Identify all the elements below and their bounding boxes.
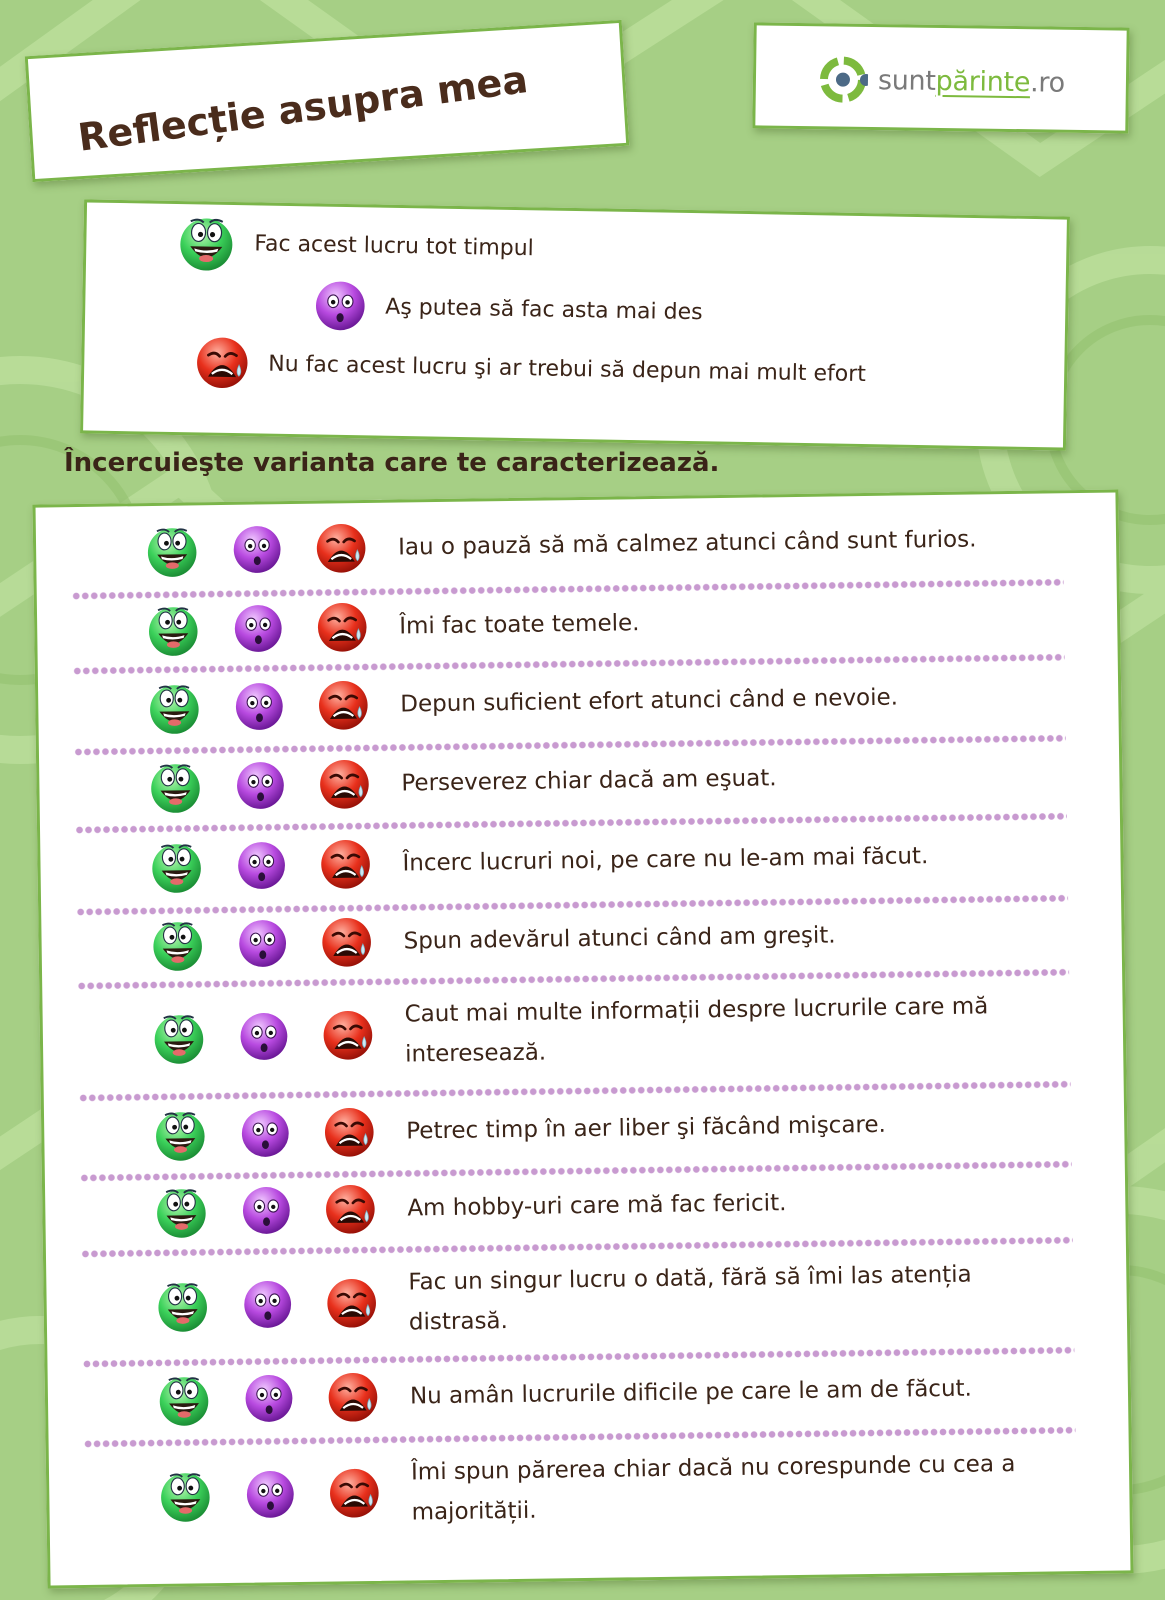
- statements-card: [32, 489, 1133, 1588]
- surprised-face-option[interactable]: [238, 1010, 291, 1063]
- crying-face-option[interactable]: [327, 1466, 382, 1521]
- brand-logo: [818, 54, 1066, 107]
- statement-text: Depun suficient efort atunci când e nevoie.: [400, 684, 899, 718]
- statement-row: [41, 898, 1122, 979]
- legend-item: [176, 212, 534, 278]
- surprised-face-option[interactable]: [236, 917, 289, 970]
- statement-text: Încerc lucruri noi, pe care nu le-am mai făcut.: [402, 843, 929, 877]
- crying-face-option[interactable]: [319, 915, 374, 970]
- crying-face-option[interactable]: [326, 1370, 381, 1425]
- happy-face-option[interactable]: [145, 601, 202, 658]
- statement-text: Îmi fac toate temele.: [399, 610, 640, 640]
- legend-label: Fac acest lucru tot timpul: [254, 230, 534, 261]
- statement-row: [48, 1350, 1129, 1437]
- surprised-face-option[interactable]: [244, 1468, 297, 1521]
- instruction-text: Încercuieşte varianta care te caracterizează.: [64, 448, 720, 478]
- happy-face-option[interactable]: [148, 838, 205, 895]
- logo-card: [752, 22, 1129, 133]
- surprised-face-option[interactable]: [233, 680, 286, 733]
- logo-text-part: părinte: [935, 65, 1031, 98]
- statement-text: Petrec timp în aer liber şi făcând mişcare.: [406, 1111, 887, 1145]
- crying-face-option[interactable]: [323, 1182, 378, 1237]
- statement-text: Iau o pauză să mă calmez atunci când sunt furios.: [397, 526, 977, 561]
- legend-card: [80, 199, 1070, 450]
- happy-face-option[interactable]: [149, 916, 206, 973]
- statement-text: Caut mai multe informații despre lucrurile care mă interesează.: [404, 993, 989, 1068]
- statement-text: Am hobby-uri care mă fac fericit.: [407, 1190, 787, 1222]
- statement-row: [46, 1242, 1127, 1357]
- surprised-face-option[interactable]: [234, 759, 287, 812]
- happy-face-option[interactable]: [147, 758, 204, 815]
- statement-row: [49, 1430, 1130, 1549]
- surprised-face-option[interactable]: [240, 1184, 293, 1237]
- statement-row: [36, 503, 1117, 588]
- logo-text-part: .ro: [1029, 66, 1066, 99]
- surprised-face-option[interactable]: [239, 1107, 292, 1160]
- statement-row: [37, 585, 1118, 664]
- happy-face-option[interactable]: [146, 679, 203, 736]
- surprised-face-option[interactable]: [231, 523, 284, 576]
- page-title: Reflecție asupra mea: [75, 57, 531, 160]
- legend-item: [194, 334, 867, 402]
- statement-row: [45, 1164, 1126, 1247]
- statement-row: [44, 1086, 1125, 1171]
- statement-row: [38, 658, 1119, 745]
- legend-label: Nu fac acest lucru şi ar trebui să depun mai mult efort: [268, 351, 867, 387]
- statement-text: Spun adevărul atunci când am greşit.: [403, 922, 836, 955]
- happy-face-option[interactable]: [157, 1467, 214, 1524]
- happy-face-option[interactable]: [154, 1277, 211, 1334]
- surprised-face-option[interactable]: [243, 1372, 296, 1425]
- legend-label: Aş putea să fac asta mai des: [385, 294, 703, 325]
- logo-text-part: sunt: [877, 64, 936, 97]
- statement-text: Nu amân lucrurile dificile pe care le am de făcut.: [409, 1375, 973, 1410]
- surprised-face-option[interactable]: [241, 1278, 294, 1331]
- legend-item: [313, 278, 703, 339]
- logo-mark-icon: [818, 54, 869, 105]
- statement-text: Perseverez chiar dacă am eşuat.: [401, 765, 777, 797]
- statement-row: [40, 816, 1121, 905]
- crying-face-option[interactable]: [322, 1105, 377, 1160]
- statement-text: Fac un singur lucru o dată, fără să îmi las atenția distrasă.: [408, 1261, 972, 1336]
- crying-face-option[interactable]: [316, 678, 371, 733]
- crying-face-icon: [194, 334, 251, 391]
- happy-face-option[interactable]: [153, 1183, 210, 1240]
- crying-face-option[interactable]: [317, 757, 372, 812]
- crying-face-option[interactable]: [324, 1276, 379, 1331]
- statement-text: Îmi spun părerea chiar dacă nu corespunde cu cea a majorității.: [410, 1451, 1016, 1526]
- crying-face-option[interactable]: [321, 1008, 376, 1063]
- happy-face-option[interactable]: [144, 522, 201, 579]
- surprised-face-icon: [313, 278, 368, 333]
- statement-row: [42, 974, 1123, 1089]
- crying-face-option[interactable]: [314, 521, 369, 576]
- logo-text: [878, 65, 1065, 99]
- surprised-face-option[interactable]: [235, 839, 288, 892]
- happy-face-option[interactable]: [156, 1371, 213, 1428]
- statement-row: [39, 738, 1120, 823]
- happy-face-option[interactable]: [152, 1106, 209, 1163]
- happy-face-icon: [176, 212, 237, 273]
- surprised-face-option[interactable]: [232, 602, 285, 655]
- crying-face-option[interactable]: [318, 837, 373, 892]
- crying-face-option[interactable]: [315, 600, 370, 655]
- happy-face-option[interactable]: [151, 1009, 208, 1066]
